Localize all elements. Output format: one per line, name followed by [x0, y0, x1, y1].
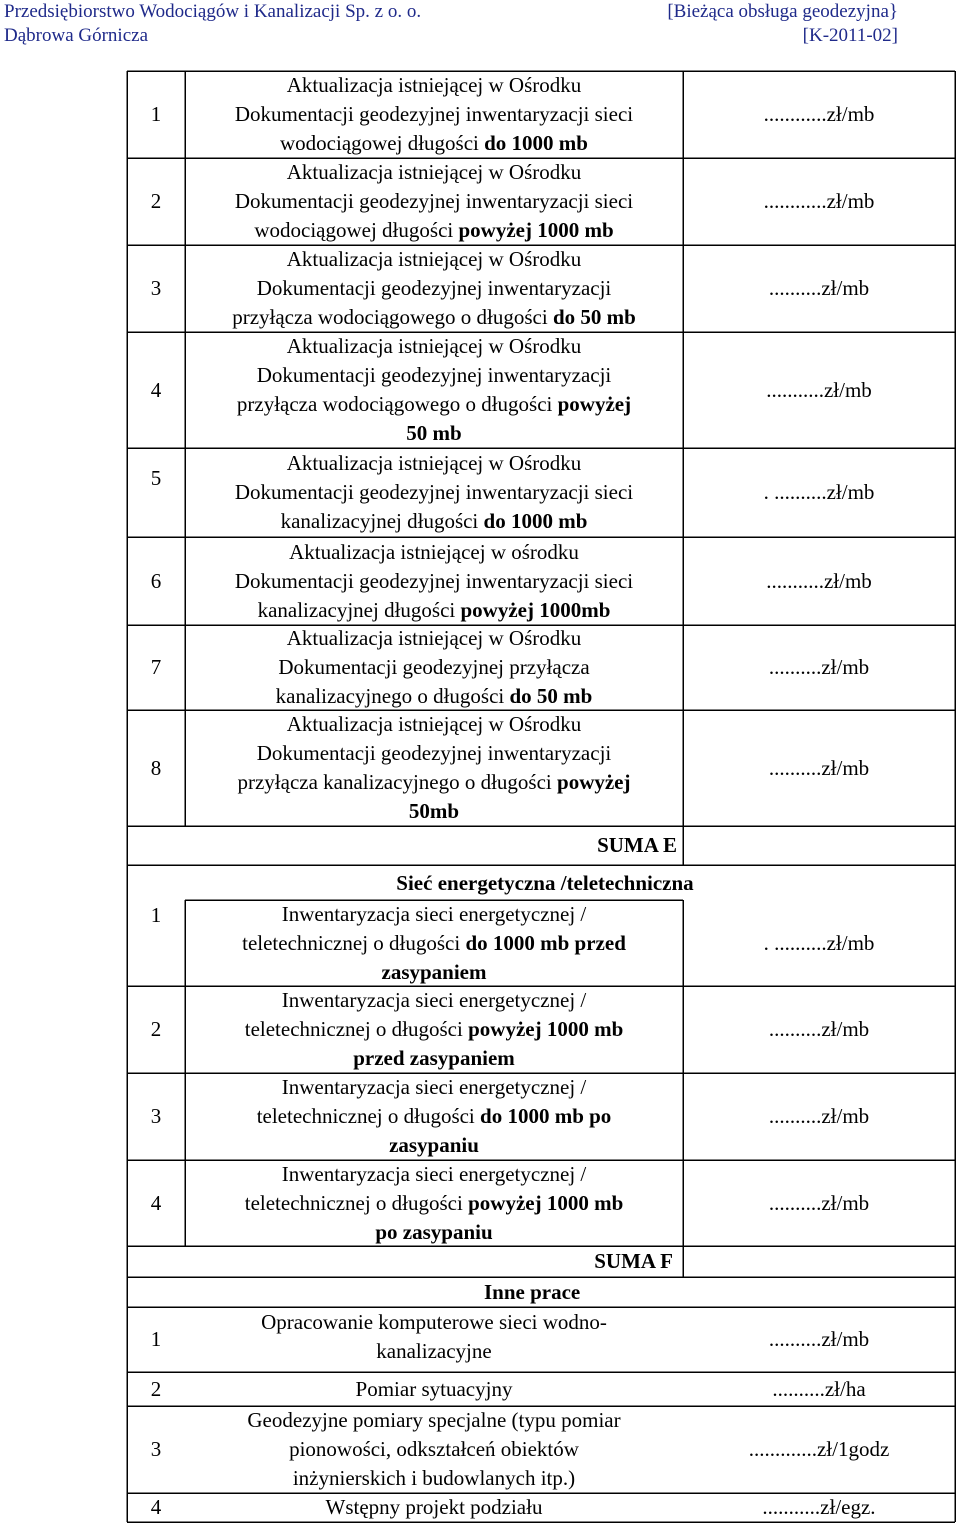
desc-line: Aktualizacja istniejącej w ośrodku — [289, 539, 579, 564]
price-field[interactable]: ..........zł/mb — [768, 1190, 870, 1215]
table-row-description — [185, 1406, 683, 1493]
price-field[interactable]: .............zł/1godz — [748, 1437, 890, 1461]
row-number: 2 — [150, 1017, 162, 1041]
desc-bold: do 50 mb — [552, 305, 636, 329]
desc-bold: przed zasypaniem — [353, 1046, 515, 1070]
row-number: 5 — [150, 465, 162, 490]
desc-bold: po zasypaniu — [375, 1219, 493, 1244]
desc-line: przyłącza wodociągowego o długości — [236, 392, 558, 416]
table-row-description — [185, 158, 683, 245]
desc-line: Dokumentacji geodezyjnej inwentaryzacji sieci — [234, 189, 634, 213]
table-row-description — [185, 537, 683, 625]
desc-bold: powyżej 1000 mb — [468, 1190, 624, 1215]
section-title: Inne prace — [484, 1279, 581, 1304]
company-name: Przedsiębiorstwo Wodociągów i Kanalizacji Sp. z o. o. — [4, 1, 422, 22]
row-number: 1 — [150, 102, 162, 126]
desc-line: wodociągowej długości — [280, 131, 485, 155]
sum-label: SUMA F — [594, 1249, 673, 1273]
row-number: 4 — [150, 1190, 162, 1215]
desc-bold: do 50 mb — [509, 684, 593, 708]
table-row-description — [185, 1160, 683, 1246]
table-row-description — [185, 71, 683, 158]
row-number: 4 — [150, 377, 162, 402]
table-row-description — [185, 986, 683, 1073]
desc-bold: powyżej 1000mb — [460, 597, 611, 622]
row-number: 1 — [150, 902, 162, 927]
desc-line: Inwentaryzacja sieci energetycznej / — [281, 1075, 587, 1099]
row-number: 4 — [150, 1495, 162, 1519]
desc-line: Geodezyjne pomiary specjalne (typu pomiar — [247, 1408, 621, 1432]
desc-line: kanalizacyjnej długości — [280, 509, 484, 533]
table-row-description — [185, 1307, 683, 1367]
sum-label: SUMA E — [597, 833, 677, 857]
desc-bold: do 1000 mb po — [480, 1104, 612, 1128]
desc-bold: do 1000 mb — [483, 509, 588, 533]
row-number: 2 — [150, 189, 162, 213]
desc-bold: zasypaniem — [381, 959, 487, 984]
table-row-description — [185, 245, 683, 332]
section-title: Sieć energetyczna /teletechniczna — [396, 870, 694, 895]
desc-line: kanalizacyjne — [376, 1339, 492, 1363]
desc-line: Dokumentacji geodezyjnej inwentaryzacji — [256, 276, 612, 300]
document-code: [K-2011-02] — [802, 25, 898, 46]
price-field[interactable]: ..........zł/mb — [768, 755, 870, 780]
desc-line: Aktualizacja istniejącej w Ośrodku — [286, 247, 582, 271]
price-field[interactable]: ..........zł/ha — [772, 1376, 866, 1401]
row-number: 6 — [150, 568, 162, 593]
desc-bold: do 1000 mb — [484, 131, 588, 155]
desc-bold: do 1000 mb przed — [465, 930, 626, 955]
table-row-description — [185, 900, 683, 986]
desc-line: kanalizacyjnego o długości — [275, 684, 510, 708]
table-row-description: Wstępny projekt podziału — [325, 1495, 543, 1519]
document-title: [Bieżąca obsługa geodezyjna} — [667, 1, 898, 22]
row-number: 3 — [150, 1437, 162, 1461]
table-row-description — [185, 710, 683, 826]
desc-line: Dokumentacji geodezyjnej inwentaryzacji sieci — [234, 102, 634, 126]
row-number: 3 — [150, 1104, 162, 1128]
desc-line: teletechnicznej o długości — [244, 1190, 469, 1215]
price-field[interactable]: ............zł/mb — [763, 189, 875, 213]
row-number: 3 — [150, 276, 162, 300]
desc-bold: zasypaniu — [389, 1133, 479, 1157]
desc-line: Dokumentacji geodezyjnej inwentaryzacji — [256, 741, 612, 765]
price-field[interactable]: ..........zł/mb — [768, 1104, 870, 1128]
desc-line: Inwentaryzacja sieci energetycznej / — [281, 988, 587, 1012]
desc-bold: 50 mb — [406, 421, 462, 445]
table-row-description — [185, 332, 683, 448]
row-number: 2 — [150, 1376, 162, 1401]
desc-line: Aktualizacja istniejącej w Ośrodku — [286, 626, 582, 650]
price-field[interactable]: ...........zł/mb — [766, 568, 872, 593]
desc-line: wodociągowej długości — [254, 218, 459, 242]
desc-line: Dokumentacji geodezyjnej inwentaryzacji — [256, 363, 612, 387]
desc-line: przyłącza kanalizacyjnego o długości — [237, 770, 558, 794]
page-header — [0, 0, 960, 50]
desc-line: Dokumentacji geodezyjnej inwentaryzacji sieci — [234, 480, 634, 504]
desc-line: Dokumentacji geodezyjnej inwentaryzacji sieci — [234, 568, 634, 593]
desc-line: teletechnicznej o długości — [256, 1104, 481, 1128]
table-row-description — [185, 1073, 683, 1160]
desc-line: teletechnicznej o długości — [244, 1017, 469, 1041]
price-field[interactable]: . ..........zł/mb — [763, 930, 875, 955]
desc-line: Aktualizacja istniejącej w Ośrodku — [286, 451, 582, 475]
price-field[interactable]: ..........zł/mb — [768, 655, 870, 679]
row-number: 8 — [150, 755, 162, 780]
table-row-description: Pomiar sytuacyjny — [355, 1376, 513, 1401]
desc-bold: powyżej 1000 mb — [468, 1017, 624, 1041]
desc-line: teletechnicznej o długości — [242, 930, 466, 955]
table-row-description — [185, 625, 683, 710]
desc-bold: powyżej — [557, 770, 631, 794]
desc-line: Opracowanie komputerowe sieci wodno- — [261, 1310, 607, 1334]
desc-line: pionowości, odkształceń obiektów — [289, 1437, 579, 1461]
table-row-description — [185, 448, 683, 537]
desc-line: inżynierskich i budowlanych itp.) — [292, 1466, 576, 1490]
price-field[interactable]: ..........zł/mb — [768, 1017, 870, 1041]
price-field[interactable]: ...........zł/egz. — [762, 1495, 876, 1519]
desc-line: Inwentaryzacja sieci energetycznej / — [281, 1161, 587, 1186]
company-city: Dąbrowa Górnicza — [4, 25, 149, 46]
desc-bold: powyżej — [557, 392, 632, 416]
price-field[interactable]: . ..........zł/mb — [763, 480, 875, 504]
desc-line: Aktualizacja istniejącej w Ośrodku — [286, 712, 582, 736]
desc-line: Aktualizacja istniejącej w Ośrodku — [286, 73, 582, 97]
desc-bold: powyżej 1000 mb — [458, 218, 614, 242]
desc-bold: 50mb — [408, 799, 460, 823]
desc-line: Inwentaryzacja sieci energetycznej / — [281, 901, 587, 926]
desc-line: Aktualizacja istniejącej w Ośrodku — [286, 334, 582, 358]
desc-line: przyłącza wodociągowego o długości — [232, 305, 553, 329]
price-field[interactable]: ............zł/mb — [763, 102, 875, 126]
desc-line: Dokumentacji geodezyjnej przyłącza — [278, 655, 590, 679]
price-field[interactable]: ..........zł/mb — [768, 1327, 870, 1351]
desc-line: Aktualizacja istniejącej w Ośrodku — [286, 160, 582, 184]
row-number: 7 — [150, 655, 162, 679]
desc-line: kanalizacyjnej długości — [257, 597, 461, 622]
price-field[interactable]: ...........zł/mb — [766, 377, 872, 402]
price-field[interactable]: ..........zł/mb — [768, 276, 870, 300]
row-number: 1 — [150, 1327, 162, 1351]
